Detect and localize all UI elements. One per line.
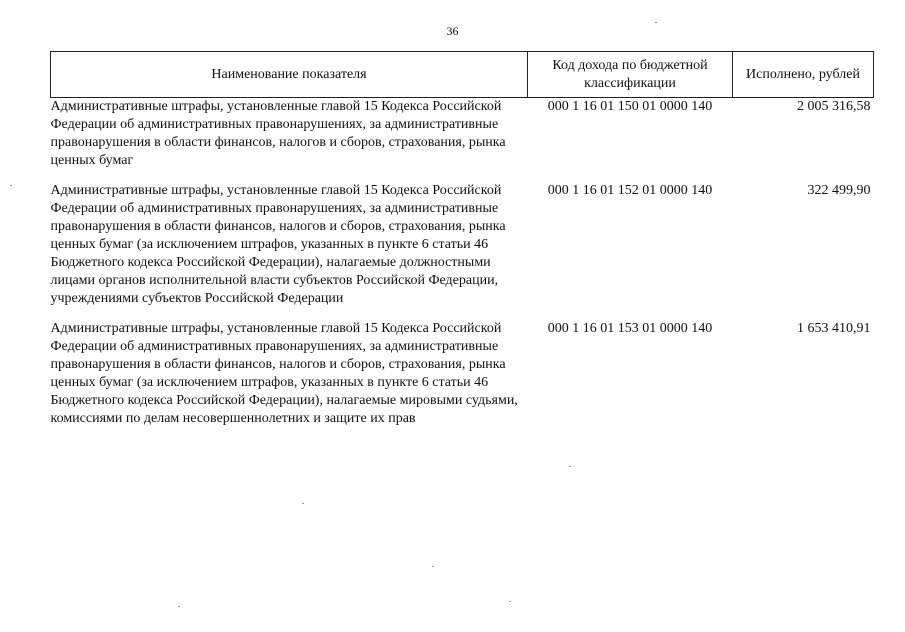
scan-speck [10, 185, 12, 186]
page-number: 36 [446, 24, 459, 38]
executed-amount: 2 005 316,58 [797, 99, 871, 114]
scan-speck [302, 503, 304, 504]
executed-amount: 1 653 410,91 [797, 321, 871, 336]
executed-amount: 322 499,90 [807, 183, 871, 198]
table-header-row [51, 52, 874, 98]
scan-speck [655, 22, 657, 23]
indicator-name: Административные штрафы, установленные главой 15 Кодекса Российской Федерации об административных правонарушениях, за административные правонарушения в области финансов, налогов и сборов, страхования, рынка ценных бумаг [50, 99, 506, 168]
indicator-name: Административные штрафы, установленные главой 15 Кодекса Российской Федерации об административных правонарушениях, за административные правонарушения в области финансов, налогов и сборов, страхования, рынка ценных бумаг (за исключением штрафов, указанных в пункте 6 статьи 46 Бюджетного кодекса Российской Федерации), налагаемые мировыми судьями, комиссиями по делам несовершеннолетних и защите их прав [50, 321, 518, 426]
scan-speck [178, 606, 180, 607]
budget-code: 000 1 16 01 150 01 0000 140 [547, 99, 713, 114]
table-row [51, 182, 874, 320]
table-row [51, 320, 874, 440]
budget-code: 000 1 16 01 152 01 0000 140 [547, 183, 713, 198]
scan-speck [432, 566, 434, 567]
scan-speck [569, 466, 571, 467]
scan-speck [509, 601, 511, 602]
revenue-table [50, 51, 874, 440]
header-budget-code: Код дохода по бюджетной классификации [528, 52, 733, 98]
indicator-name: Административные штрафы, установленные главой 15 Кодекса Российской Федерации об административных правонарушениях, за административные правонарушения в области финансов, налогов и сборов, страхования, рынка ценных бумаг (за исключением штрафов, указанных в пункте 6 статьи 46 Бюджетного кодекса Российской Федерации), налагаемые должностными лицами органов исполнительной власти субъектов Российской Федерации, учреждениями субъектов Российской Федерации [50, 183, 506, 306]
budget-code: 000 1 16 01 153 01 0000 140 [547, 321, 713, 336]
table-row [51, 98, 874, 183]
header-executed-amount: Исполнено, рублей [733, 52, 874, 98]
header-indicator-name: Наименование показателя [51, 52, 528, 98]
